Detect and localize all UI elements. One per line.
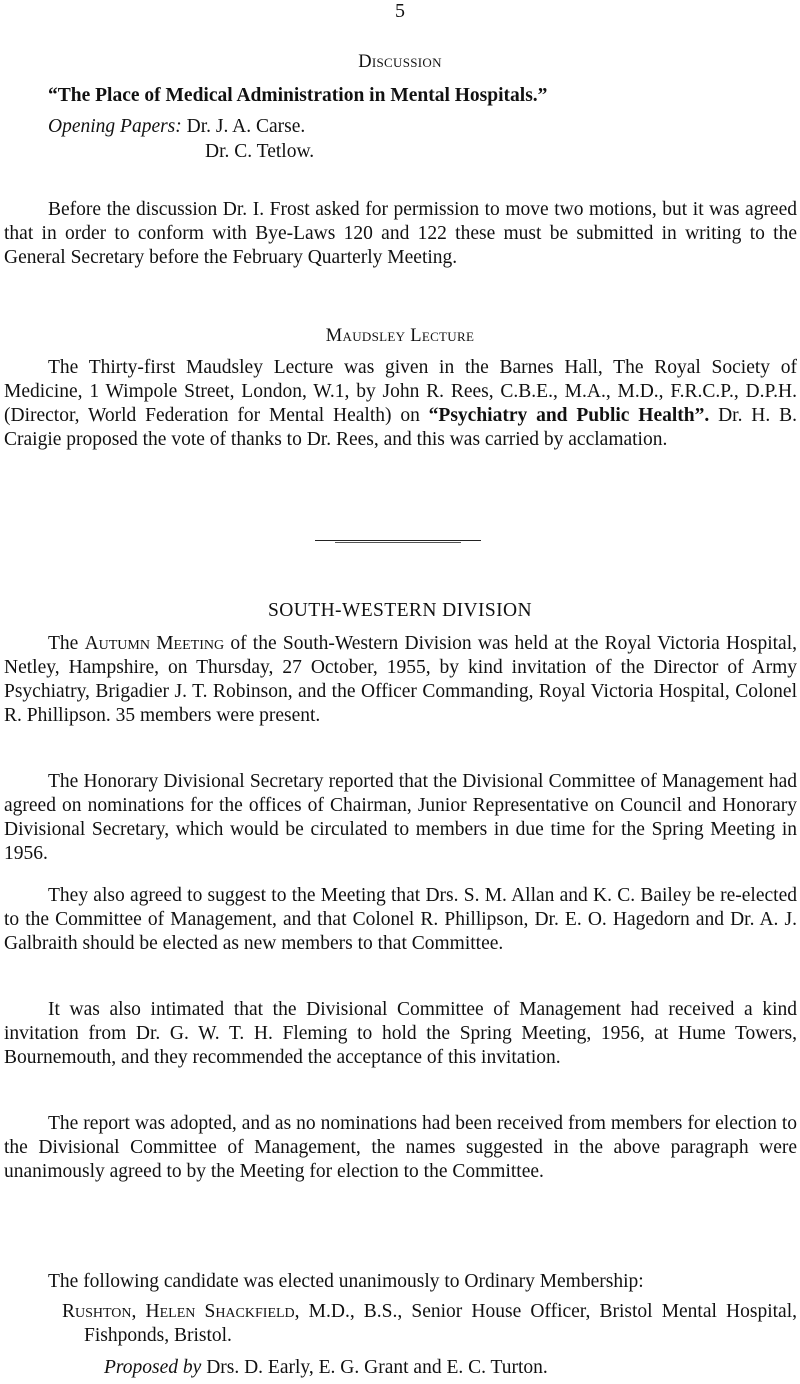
membership-intro: The following candidate was elected unanimously to Ordinary Membership: xyxy=(48,1271,644,1292)
candidate-details: M.D., B.S., Senior House Officer, Bristol Mental Hospital, Fishponds, Bristol. xyxy=(84,1301,797,1346)
p1-event: Autumn Meeting xyxy=(84,633,225,654)
maudsley-paragraph xyxy=(4,356,797,452)
south-western-paragraph-1 xyxy=(4,632,797,728)
south-western-paragraph-2: The Honorary Divisional Secretary reported that the Divisional Committee of Management had agreed on nominations for the offices of Chairman, Junior Representative on Council and Honorary Divisional Secretary, which would be circulated to members in due time for the Spring Meeting in 1956. xyxy=(4,771,797,864)
membership-proposers xyxy=(104,1356,794,1380)
maudsley-text-after: Dr. H. B. Craigie proposed the vote of thanks to Dr. Rees, and this was carried by acclamation. xyxy=(4,405,797,450)
maudsley-text-before: The Thirty-first Maudsley Lecture was given in the Barnes Hall, The Royal Society of Medicine, 1 Wimpole Street, London, W.1, by John R. Rees, C.B.E., M.A., M.D., F.R.C.P., D.P.H. (Director, World Federation for Mental Health) on xyxy=(4,357,797,426)
opening-papers-label: Opening Papers: xyxy=(48,116,182,137)
maudsley-heading: Maudsley Lecture xyxy=(325,326,475,346)
section-divider xyxy=(315,540,481,541)
discussion-paragraph: Before the discussion Dr. I. Frost asked for permission to move two motions, but it was agreed that in order to conform with Bye-Laws 120 and 122 these must be submitted in writing to the General Secretary before the February Quarterly Meeting. xyxy=(4,199,797,268)
p1-prefix: The xyxy=(48,633,85,654)
membership-candidate xyxy=(62,1300,797,1348)
opening-paper-speaker-1: Dr. J. A. Carse. xyxy=(186,116,306,137)
discussion-heading: Discussion xyxy=(358,52,442,72)
south-western-paragraph-3: They also agreed to suggest to the Meeting that Drs. S. M. Allan and K. C. Bailey be re-elected to the Committee of Management, and that Colonel R. Phillipson, Dr. E. O. Hagedorn and Dr. A. J. Galbraith should be elected as new members to that Committee. xyxy=(4,885,797,954)
proposed-label: Proposed by xyxy=(104,1357,202,1378)
candidate-name: Rushton, Helen Shackfield, xyxy=(62,1301,300,1322)
south-western-paragraph-5: The report was adopted, and as no nominations had been received from members for election to the Divisional Committee of Management, the names suggested in the above paragraph were unanimously agreed to by the Meeting for election to the Committee. xyxy=(4,1113,797,1182)
maudsley-lecture-title: “Psychiatry and Public Health”. xyxy=(428,405,710,426)
opening-papers-line xyxy=(48,115,788,139)
proposers: Drs. D. Early, E. G. Grant and E. C. Turton. xyxy=(201,1357,548,1378)
page-number: 5 xyxy=(395,0,405,22)
opening-paper-speaker-2: Dr. C. Tetlow. xyxy=(205,141,315,162)
p1-text: of the South-Western Division was held at the Royal Victoria Hospital, Netley, Hampshire, on Thursday, 27 October, 1955, by kind invitation of the Director of Army Psychiatry, Brigadier J. T. Robinson, and the Officer Commanding, Royal Victoria Hospital, Colonel R. Phillipson. 35 members were present. xyxy=(4,633,798,726)
south-western-paragraph-4: It was also intimated that the Divisional Committee of Management had received a kind invitation from Dr. G. W. T. H. Fleming to hold the Spring Meeting, 1956, at Hume Towers, Bournemouth, and they recommended the acceptance of this invitation. xyxy=(4,999,797,1068)
south-western-heading: SOUTH-WESTERN DIVISION xyxy=(268,600,532,621)
discussion-title: “The Place of Medical Administration in Mental Hospitals.” xyxy=(48,85,548,106)
